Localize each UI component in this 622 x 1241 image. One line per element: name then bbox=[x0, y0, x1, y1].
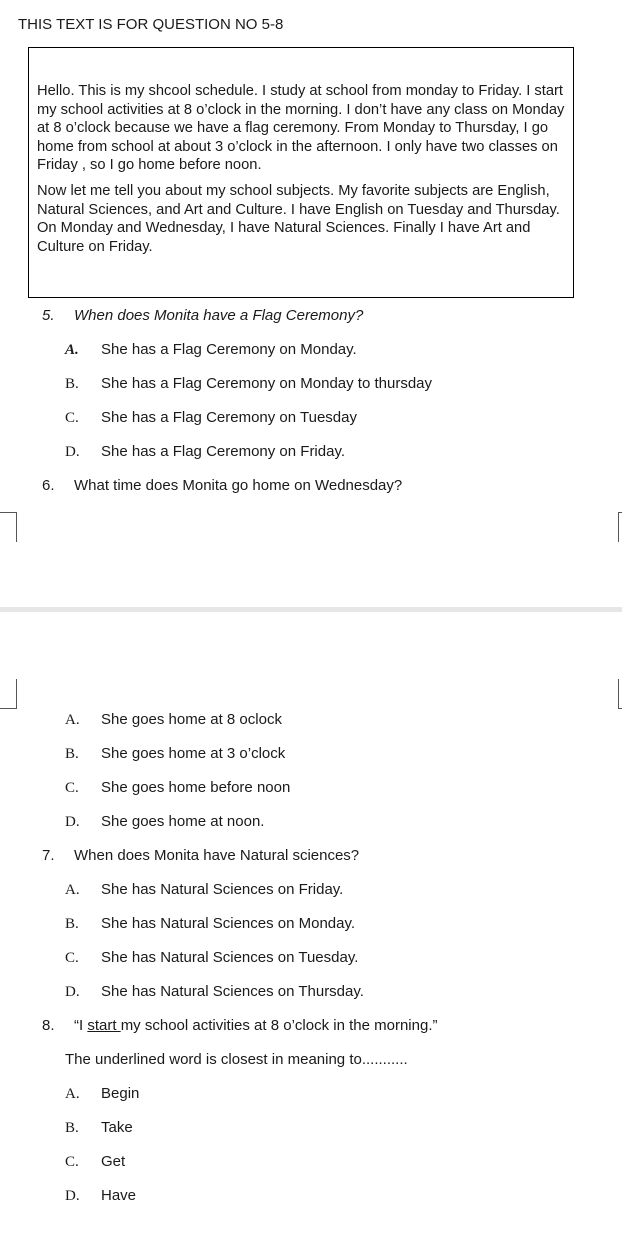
crop-mark-bottom-left bbox=[0, 679, 17, 709]
question-5 bbox=[42, 307, 363, 324]
option-letter: C. bbox=[65, 1154, 79, 1170]
option-letter: A. bbox=[65, 882, 80, 898]
option-text: Get bbox=[101, 1153, 126, 1170]
q6-option-a[interactable] bbox=[65, 711, 282, 729]
option-letter: D. bbox=[65, 984, 80, 1000]
option-letter: A. bbox=[65, 342, 79, 358]
q8-option-c[interactable] bbox=[65, 1153, 125, 1171]
option-text: Take bbox=[101, 1119, 133, 1136]
option-text: She has a Flag Ceremony on Monday. bbox=[101, 341, 357, 358]
underlined-word: start bbox=[87, 1017, 121, 1034]
q8-option-d[interactable] bbox=[65, 1187, 136, 1205]
q5-option-b[interactable] bbox=[65, 375, 432, 393]
option-letter: C. bbox=[65, 950, 79, 966]
question-text: When does Monita have Natural sciences? bbox=[74, 847, 360, 864]
q6-option-d[interactable] bbox=[65, 813, 264, 831]
option-text: She has Natural Sciences on Friday. bbox=[101, 881, 344, 898]
section-header: THIS TEXT IS FOR QUESTION NO 5-8 bbox=[18, 16, 284, 33]
option-text: She goes home at 8 oclock bbox=[101, 711, 282, 728]
option-letter: D. bbox=[65, 814, 80, 830]
q7-option-c[interactable] bbox=[65, 949, 358, 967]
q5-option-a[interactable] bbox=[65, 341, 357, 359]
question-8-instruction: The underlined word is closest in meaning to........... bbox=[65, 1051, 408, 1068]
question-8 bbox=[42, 1017, 437, 1034]
option-letter: C. bbox=[65, 780, 79, 796]
question-number: 8. bbox=[42, 1017, 55, 1034]
passage-paragraph-2: Now let me tell you about my school subjects. My favorite subjects are English, Natural Sciences, and Art and Culture. I have English on Tuesday and Thursday. On Monday and Wednesday, I have Natural Sciences. Finally I have Art and Culture on Friday. bbox=[37, 182, 560, 255]
option-text: She has a Flag Ceremony on Tuesday bbox=[101, 409, 357, 426]
option-text: She has a Flag Ceremony on Friday. bbox=[101, 443, 346, 460]
question-text: When does Monita have a Flag Ceremony? bbox=[74, 307, 364, 324]
question-number: 7. bbox=[42, 847, 55, 864]
q8-option-b[interactable] bbox=[65, 1119, 133, 1137]
option-text: She has Natural Sciences on Thursday. bbox=[101, 983, 364, 1000]
q6-option-b[interactable] bbox=[65, 745, 285, 763]
option-letter: B. bbox=[65, 1120, 79, 1136]
question-text: What time does Monita go home on Wednesday? bbox=[74, 477, 403, 494]
question-number: 5. bbox=[42, 307, 55, 324]
q6-option-c[interactable] bbox=[65, 779, 290, 797]
passage-paragraph-1: Hello. This is my shcool schedule. I study at school from monday to Friday. I start my school activities at 8 o’clock in the morning. I don’t have any class on Monday at 8 o’clock because we have a flag ceremony. From Monday to Thursday, I go home from school at about 3 o’clock in the afternoon. I only have two classes on Friday , so I go home before noon. bbox=[37, 83, 565, 174]
q8-option-a[interactable] bbox=[65, 1085, 139, 1103]
option-text: She has Natural Sciences on Tuesday. bbox=[101, 949, 359, 966]
question-quote-close: my school activities at 8 o’clock in the morning.” bbox=[120, 1017, 438, 1034]
option-letter: B. bbox=[65, 376, 79, 392]
question-quote-open: “I bbox=[74, 1017, 88, 1034]
q5-option-d[interactable] bbox=[65, 443, 345, 461]
page-break-divider bbox=[0, 607, 622, 612]
option-letter: C. bbox=[65, 410, 79, 426]
crop-mark-top-right bbox=[618, 512, 622, 542]
option-text: She goes home before noon bbox=[101, 779, 291, 796]
option-letter: B. bbox=[65, 746, 79, 762]
option-text: She goes home at 3 o’clock bbox=[101, 745, 286, 762]
option-text: Have bbox=[101, 1187, 137, 1204]
option-letter: D. bbox=[65, 444, 80, 460]
crop-mark-bottom-right bbox=[618, 679, 622, 709]
option-text: She has Natural Sciences on Monday. bbox=[101, 915, 356, 932]
option-text: Begin bbox=[101, 1085, 140, 1102]
reading-passage bbox=[28, 47, 574, 298]
option-letter: B. bbox=[65, 916, 79, 932]
question-6 bbox=[42, 477, 402, 494]
question-number: 6. bbox=[42, 477, 55, 494]
option-letter: D. bbox=[65, 1188, 80, 1204]
q7-option-b[interactable] bbox=[65, 915, 355, 933]
crop-mark-top-left bbox=[0, 512, 17, 542]
q7-option-a[interactable] bbox=[65, 881, 343, 899]
option-letter: A. bbox=[65, 712, 80, 728]
q5-option-c[interactable] bbox=[65, 409, 357, 427]
option-text: She goes home at noon. bbox=[101, 813, 265, 830]
option-text: She has a Flag Ceremony on Monday to thursday bbox=[101, 375, 433, 392]
q7-option-d[interactable] bbox=[65, 983, 364, 1001]
option-letter: A. bbox=[65, 1086, 80, 1102]
question-7 bbox=[42, 847, 359, 864]
